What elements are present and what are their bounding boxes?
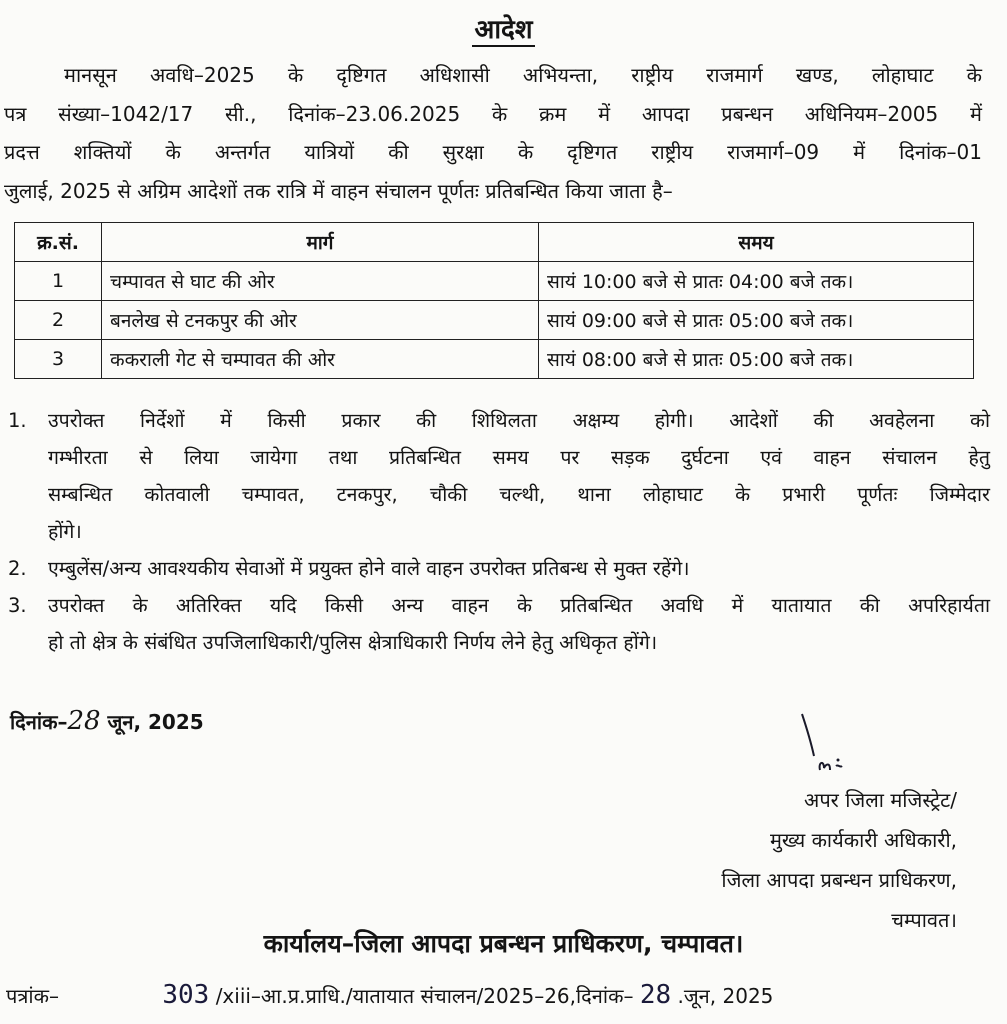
instruction-list <box>0 402 990 661</box>
instruction-line: होंगे। <box>48 520 82 543</box>
intro-line: पत्र संख्या–1042/17 सी., दिनांक–23.06.2025 के क्रम में आपदा प्रबन्धन अधिनियम–2005 में <box>4 101 982 126</box>
header-route: मार्ग <box>102 223 539 262</box>
row-serial: 2 <box>15 301 102 340</box>
instruction-line: उपरोक्त के अतिरिक्त यदि किसी अन्य वाहन के प्रतिबन्धित अवधि में यातायात की अपरिहार्यता <box>48 594 990 617</box>
row-route: ककराली गेट से चम्पावत की ओर <box>102 340 539 379</box>
signatory-block <box>577 780 957 940</box>
instruction-line: हो तो क्षेत्र के संबंधित उपजिलाधिकारी/पुलिस क्षेत्राधिकारी निर्णय लेने हेतु अधिकृत होंगे। <box>48 631 658 654</box>
row-time: सायं 09:00 बजे से प्रातः 05:00 बजे तक। <box>539 301 974 340</box>
header-time: समय <box>539 223 974 262</box>
instruction-line: एम्बुलेंस/अन्य आवश्यकीय सेवाओं में प्रयुक्त होने वाले वाहन उपरोक्त प्रतिबन्ध से मुक्त रहेंगे। <box>48 557 690 580</box>
signatory-designation: मुख्य कार्यकारी अधिकारी, <box>769 828 957 852</box>
row-route: चम्पावत से घाट की ओर <box>102 262 539 301</box>
route-restriction-table <box>14 222 974 379</box>
row-serial: 1 <box>15 262 102 301</box>
signature-mark <box>800 712 880 782</box>
instruction-item <box>0 550 990 587</box>
instruction-number: 2. <box>8 557 27 580</box>
handwritten-reference-day: 28 <box>639 980 672 1010</box>
reference-line <box>6 980 986 1010</box>
intro-line: मानसून अवधि–2025 के दृष्टिगत अधिशासी अभियन्ता, राष्ट्रीय राजमार्ग खण्ड, लोहाघाट के <box>64 63 982 87</box>
signatory-designation: अपर जिला मजिस्ट्रेट/ <box>804 788 957 812</box>
office-heading: कार्यालय–जिला आपदा प्रबन्धन प्राधिकरण, चम्पावत। <box>263 929 744 958</box>
instruction-line: सम्बन्धित कोतवाली चम्पावत, टनकपुर, चौकी चल्थी, थाना लोहाघाट के प्रभारी पूर्णतः जिम्मेदार <box>48 483 990 506</box>
handwritten-date-day: 28 <box>67 706 101 736</box>
signatory-designation: जिला आपदा प्रबन्धन प्राधिकरण, <box>721 868 957 892</box>
row-route: बनलेख से टनकपुर की ओर <box>102 301 539 340</box>
table-row <box>15 262 974 301</box>
reference-label: पत्रांक– <box>6 984 59 1008</box>
instruction-number: 1. <box>8 409 27 432</box>
reference-text: /xiii–आ.प्र.प्राधि./यातायात संचालन/2025–26,दिनांक– <box>215 984 634 1008</box>
date-label: दिनांक– <box>10 710 68 734</box>
row-serial: 3 <box>15 340 102 379</box>
instruction-item <box>0 587 990 661</box>
row-time: सायं 08:00 बजे से प्रातः 05:00 बजे तक। <box>539 340 974 379</box>
table-row <box>15 301 974 340</box>
header-serial: क्र.सं. <box>15 223 102 262</box>
table-row <box>15 340 974 379</box>
intro-paragraph <box>4 56 982 210</box>
signatory-location: चम्पावत। <box>891 908 957 932</box>
instruction-number: 3. <box>8 594 27 617</box>
handwritten-letter-number: 303 <box>162 980 210 1010</box>
intro-line: जुलाई, 2025 से अग्रिम आदेशों तक रात्रि में वाहन संचालन पूर्णतः प्रतिबन्धित किया जाता है– <box>4 178 673 203</box>
table-header-row <box>15 223 974 262</box>
date-month-year: जून, 2025 <box>107 710 204 734</box>
row-time: सायं 10:00 बजे से प्रातः 04:00 बजे तक। <box>539 262 974 301</box>
order-title: आदेश <box>474 15 533 45</box>
order-date <box>10 706 204 736</box>
instruction-item <box>0 402 990 550</box>
instruction-line: उपरोक्त निर्देशों में किसी प्रकार की शिथिलता अक्षम्य होगी। आदेशों की अवहेलना को <box>48 409 990 432</box>
instruction-line: गम्भीरता से लिया जायेगा तथा प्रतिबन्धित समय पर सड़क दुर्घटना एवं वाहन संचालन हेतु <box>48 446 990 469</box>
intro-line: प्रदत्त शक्तियों के अन्तर्गत यात्रियों की सुरक्षा के दृष्टिगत राष्ट्रीय राजमार्ग–09 में दिनांक–01 <box>4 140 982 164</box>
reference-month-year: .जून, 2025 <box>677 984 774 1008</box>
